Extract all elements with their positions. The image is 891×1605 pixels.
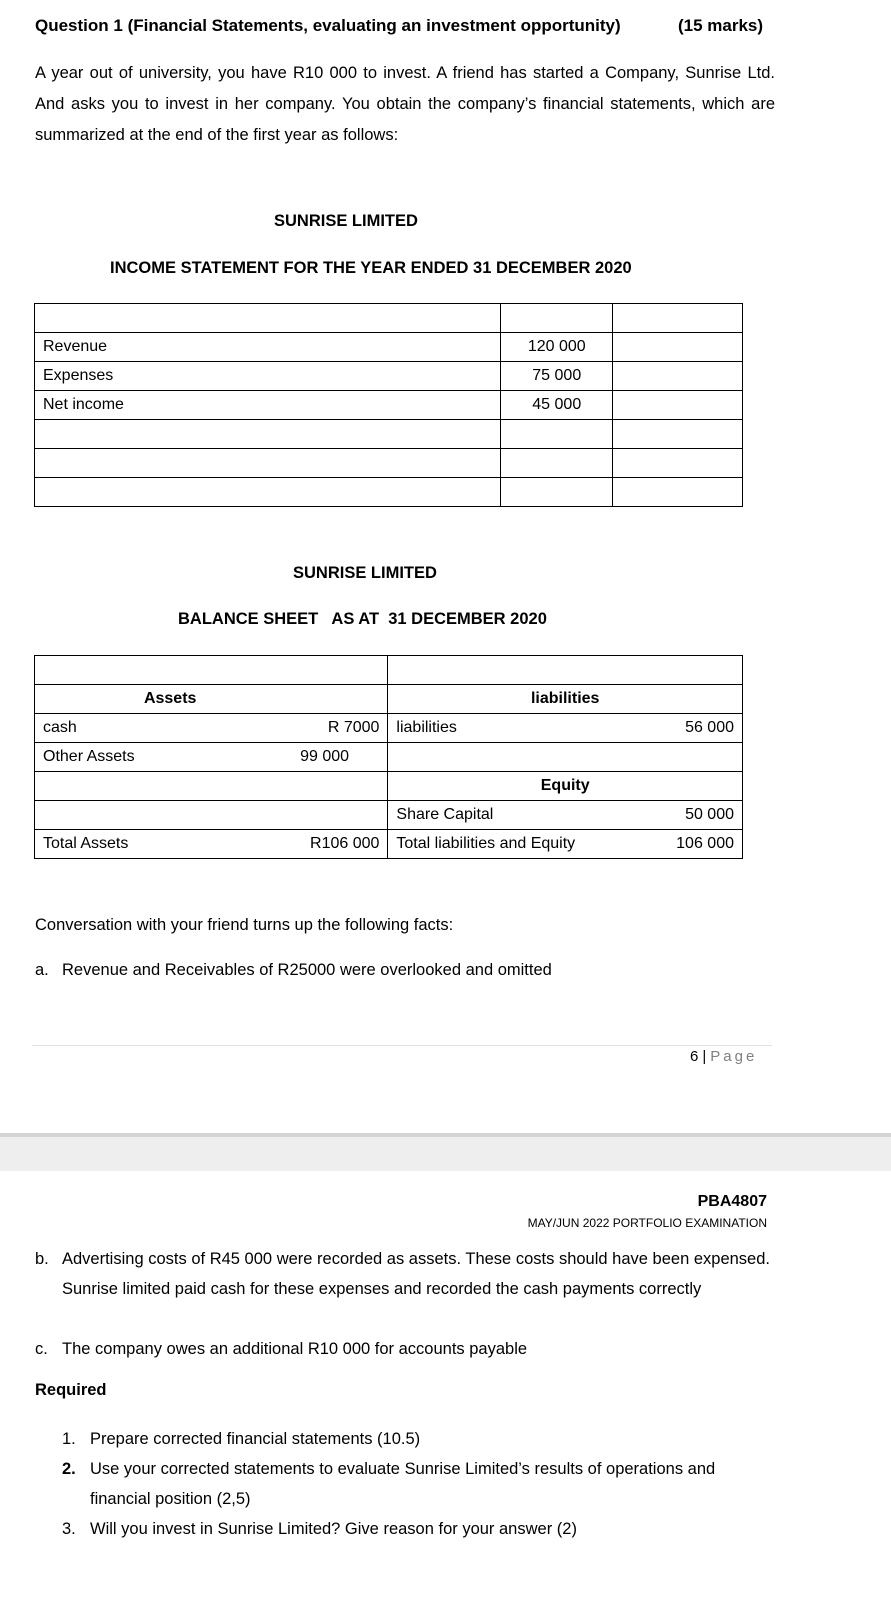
exam-title: MAY/JUN 2022 PORTFOLIO EXAMINATION xyxy=(527,1216,767,1230)
table-row xyxy=(35,801,743,830)
question-title: Question 1 (Financial Statements, evaluating an investment opportunity) xyxy=(35,16,621,35)
share-capital-value: 50 000 xyxy=(588,801,743,830)
item-number: 1. xyxy=(62,1430,76,1448)
question-marks: (15 marks) xyxy=(678,16,764,35)
page-footer xyxy=(690,1048,757,1065)
row-amount xyxy=(501,420,613,449)
fact-a-marker: a. xyxy=(35,961,49,979)
table-row xyxy=(35,449,743,478)
liabilities-value: 56 000 xyxy=(588,714,743,743)
fact-c-text: The company owes an additional R10 000 for accounts payable xyxy=(62,1340,528,1358)
total-assets-label: Total Assets xyxy=(35,830,207,859)
balance-sheet-title: BALANCE SHEET AS AT 31 DECEMBER 2020 xyxy=(178,610,547,628)
fact-b-text: Advertising costs of R45 000 were recorded as assets. These costs should have been expensed. Sunrise limited paid cash for these expenses and recorded the cash payments correctly xyxy=(62,1250,770,1298)
share-capital-label: Share Capital xyxy=(388,801,588,830)
revenue-label: Revenue xyxy=(35,333,501,362)
table-row xyxy=(35,478,743,507)
expenses-amount: 75 000 xyxy=(501,362,613,391)
cell-blank xyxy=(35,656,388,685)
item-text: Use your corrected statements to evaluate Sunrise Limited’s results of operations and financial position (2,5) xyxy=(90,1460,716,1508)
table-row xyxy=(35,743,743,772)
net-income-label: Net income xyxy=(35,391,501,420)
table-row xyxy=(35,362,743,391)
liabilities-label: liabilities xyxy=(388,714,588,743)
cell-blank xyxy=(35,772,388,801)
row-extra xyxy=(613,362,743,391)
row-amount xyxy=(501,304,613,333)
cell-blank xyxy=(35,801,388,830)
row-extra xyxy=(613,449,743,478)
table-row xyxy=(35,391,743,420)
row-extra xyxy=(613,478,743,507)
item-number: 3. xyxy=(62,1520,76,1538)
page-separator: | xyxy=(702,1048,707,1065)
row-amount xyxy=(501,449,613,478)
question-intro: A year out of university, you have R10 000 to invest. A friend has started a Company, Sunrise Ltd. And asks you to invest in her company. You obtain the company’s financial statements, which are summarized at the end of the first year as follows: xyxy=(35,64,775,144)
list-item xyxy=(62,1454,762,1514)
cash-label: cash xyxy=(35,714,207,743)
total-liabilities-equity-value: 106 000 xyxy=(588,830,743,859)
row-extra xyxy=(613,304,743,333)
net-income-amount: 45 000 xyxy=(501,391,613,420)
page-break xyxy=(0,1133,891,1171)
required-list xyxy=(62,1424,762,1544)
other-assets-label: Other Assets xyxy=(35,743,207,772)
item-text: Prepare corrected financial statements (10.5) xyxy=(90,1430,421,1448)
list-item xyxy=(62,1424,762,1454)
row-label xyxy=(35,478,501,507)
page-label: Page xyxy=(710,1048,758,1065)
fact-a-text: Revenue and Receivables of R25000 were overlooked and omitted xyxy=(62,961,552,979)
liabilities-header: liabilities xyxy=(388,685,743,714)
assets-header: Assets xyxy=(35,685,388,714)
table-row xyxy=(35,772,743,801)
row-label xyxy=(35,420,501,449)
item-text: Will you invest in Sunrise Limited? Give reason for your answer (2) xyxy=(90,1520,577,1538)
other-assets-value: 99 000 xyxy=(206,743,388,772)
table-row xyxy=(35,714,743,743)
row-extra xyxy=(613,333,743,362)
total-assets-value: R106 000 xyxy=(206,830,388,859)
row-label xyxy=(35,304,501,333)
cell-blank xyxy=(388,656,743,685)
course-code: PBA4807 xyxy=(697,1193,767,1210)
row-amount xyxy=(501,478,613,507)
table-row xyxy=(35,830,743,859)
equity-header: Equity xyxy=(388,772,743,801)
table-row xyxy=(35,333,743,362)
facts-intro: Conversation with your friend turns up the following facts: xyxy=(35,916,454,934)
cell-blank xyxy=(388,743,743,772)
revenue-amount: 120 000 xyxy=(501,333,613,362)
total-liabilities-equity-label: Total liabilities and Equity xyxy=(388,830,588,859)
cash-value: R 7000 xyxy=(206,714,388,743)
footer-divider xyxy=(32,1045,772,1046)
row-label xyxy=(35,449,501,478)
expenses-label: Expenses xyxy=(35,362,501,391)
page-number: 6 xyxy=(690,1048,699,1065)
required-heading: Required xyxy=(35,1381,107,1399)
table-row xyxy=(35,420,743,449)
item-number: 2. xyxy=(62,1460,76,1478)
list-item xyxy=(62,1514,762,1544)
table-row xyxy=(35,685,743,714)
balance-company-name: SUNRISE LIMITED xyxy=(293,564,437,582)
income-statement-title: INCOME STATEMENT FOR THE YEAR ENDED 31 DECEMBER 2020 xyxy=(110,259,632,277)
balance-sheet-table xyxy=(34,655,743,859)
row-extra xyxy=(613,391,743,420)
income-statement-table xyxy=(34,303,743,507)
table-row xyxy=(35,304,743,333)
fact-c-marker: c. xyxy=(35,1340,48,1358)
income-company-name: SUNRISE LIMITED xyxy=(274,212,418,230)
table-row xyxy=(35,656,743,685)
row-extra xyxy=(613,420,743,449)
fact-b-marker: b. xyxy=(35,1250,49,1268)
